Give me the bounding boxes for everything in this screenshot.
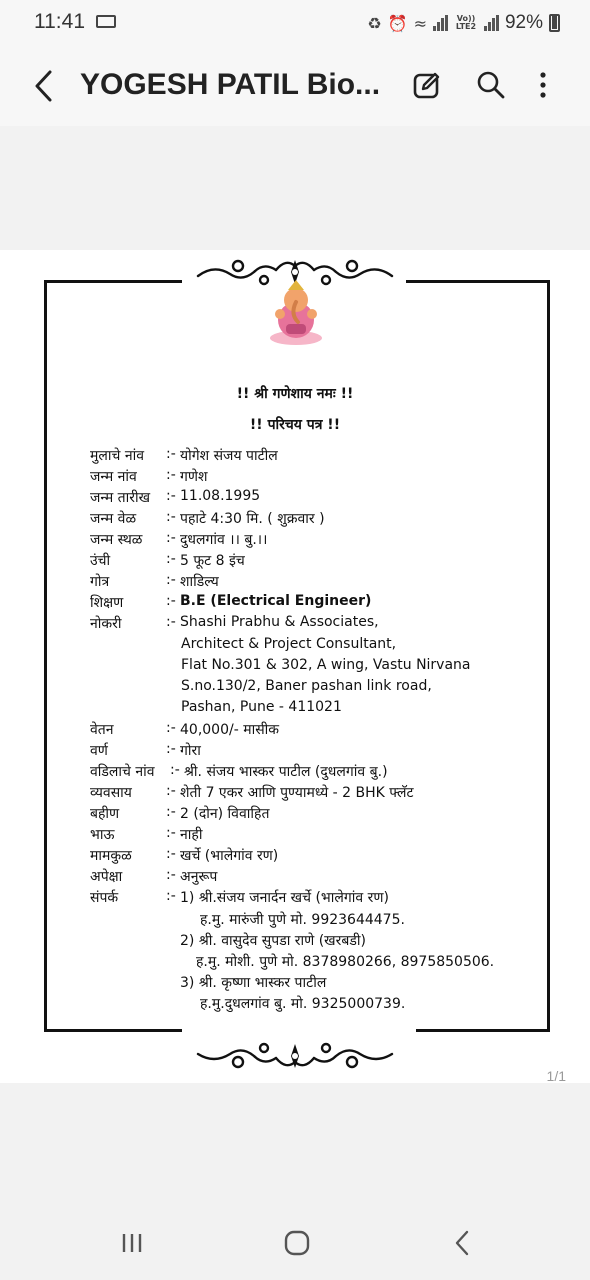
- label: वेतन: [90, 722, 114, 738]
- search-button[interactable]: [474, 68, 508, 102]
- separator: :-: [166, 867, 176, 883]
- value: नाही: [180, 827, 203, 843]
- invocation-heading: !! श्री गणेशाय नमः !!: [236, 386, 354, 402]
- notification-icon: ♻: [367, 13, 382, 33]
- separator: :-: [166, 846, 176, 862]
- label: व्यवसाय: [90, 785, 132, 801]
- signal-icon-2: [484, 15, 499, 31]
- label: जन्म स्थळ: [90, 532, 143, 548]
- label: नोकरी: [90, 616, 122, 632]
- recents-icon: [118, 1228, 148, 1258]
- status-bar: [0, 0, 590, 46]
- label: संपर्क: [90, 890, 119, 906]
- separator: :-: [166, 825, 176, 841]
- cast-icon: [96, 15, 116, 28]
- wifi-icon: ≈: [413, 13, 427, 33]
- label: वडिलाचे नांव: [90, 764, 155, 780]
- contact-line: ह.मु. मोशी. पुणे मो. 8378980266, 8975850506.: [196, 954, 495, 970]
- home-button[interactable]: [282, 1228, 312, 1258]
- separator: :-: [166, 572, 176, 588]
- separator: :-: [166, 614, 176, 630]
- biodata-heading: !! परिचय पत्र !!: [249, 417, 341, 433]
- navigation-bar: [0, 1200, 590, 1280]
- label: जन्म वेळ: [90, 511, 137, 527]
- border-top-left: [44, 280, 182, 283]
- value: गणेश: [180, 469, 208, 485]
- signal-icon: [433, 15, 448, 31]
- label: जन्म नांव: [90, 469, 137, 485]
- contact-line: ह.मु. मारुंजी पुणे मो. 9923644475.: [200, 912, 405, 928]
- status-icons: [367, 9, 560, 37]
- more-vert-icon: [526, 68, 560, 102]
- bottom-ornament-icon: [194, 1038, 396, 1074]
- nav-back-button[interactable]: [448, 1228, 478, 1258]
- border-bottom-left: [44, 1029, 182, 1032]
- recents-button[interactable]: [118, 1228, 148, 1258]
- label: अपेक्षा: [90, 869, 123, 885]
- contact-line: 3) श्री. कृष्णा भास्कर पाटील: [180, 975, 327, 991]
- border-bottom-right: [416, 1029, 550, 1032]
- separator: :-: [166, 551, 176, 567]
- label: शिक्षण: [90, 595, 124, 611]
- value: खर्चे (भालेगांव रण): [180, 848, 279, 864]
- battery-icon: [549, 14, 560, 32]
- value: 2 (दोन) विवाहित: [180, 806, 270, 822]
- contact-line: 2) श्री. वासुदेव सुपडा राणे (खरबडी): [180, 933, 366, 949]
- value: अनुरूप: [180, 869, 218, 885]
- document-title: YOGESH PATIL Bio...: [80, 68, 381, 101]
- separator: :-: [170, 762, 180, 778]
- separator: :-: [166, 783, 176, 799]
- border-top-right: [406, 280, 550, 283]
- value: दुधलगांव ।। बु.।।: [180, 532, 268, 548]
- separator: :-: [166, 467, 176, 483]
- label: बहीण: [90, 806, 120, 822]
- label: गोत्र: [90, 574, 110, 590]
- separator: :-: [166, 804, 176, 820]
- job-address-line: Flat No.301 & 302, A wing, Vastu Nirvana: [181, 657, 471, 673]
- value: 40,000/- मासीक: [180, 722, 280, 738]
- value: शेती 7 एकर आणि पुण्यामध्ये - 2 BHK फ्लॅट: [180, 785, 414, 801]
- value: 11.08.1995: [180, 488, 261, 504]
- nav-back-icon: [448, 1228, 478, 1258]
- value: B.E (Electrical Engineer): [180, 593, 372, 609]
- app-bar: [0, 46, 590, 126]
- separator: :-: [166, 509, 176, 525]
- job-address-line: S.no.130/2, Baner pashan link road,: [181, 678, 432, 694]
- separator: :-: [166, 741, 176, 757]
- value: Shashi Prabhu & Associates,: [180, 614, 379, 630]
- value: पहाटे 4:30 मि. ( शुक्रवार ): [180, 511, 325, 527]
- alarm-icon: ⏰: [387, 13, 408, 33]
- value: शाडिल्य: [180, 574, 219, 590]
- label: मुलाचे नांव: [90, 448, 145, 464]
- network-label: Vo)) LTE2: [455, 14, 477, 31]
- label: मामकुळ: [90, 848, 132, 864]
- label: भाऊ: [90, 827, 115, 843]
- home-icon: [282, 1228, 312, 1258]
- status-time: 11:41: [34, 10, 85, 33]
- job-address-line: Pashan, Pune - 411021: [181, 699, 342, 715]
- job-address-line: Architect & Project Consultant,: [181, 636, 397, 652]
- value: श्री. संजय भास्कर पाटील (दुधलगांव बु.): [184, 764, 388, 780]
- edit-icon: [410, 68, 444, 102]
- value: 5 फूट 8 इंच: [180, 553, 245, 569]
- more-options-button[interactable]: [526, 68, 560, 102]
- separator: :-: [166, 720, 176, 736]
- ganesha-image: [268, 280, 324, 346]
- separator: :-: [166, 488, 176, 504]
- search-icon: [474, 68, 508, 102]
- contact-line: ह.मु.दुधलगांव बु. मो. 9325000739.: [200, 996, 406, 1012]
- value: 1) श्री.संजय जनार्दन खर्चे (भालेगांव रण): [180, 890, 389, 906]
- separator: :-: [166, 888, 176, 904]
- label: वर्ण: [90, 743, 108, 759]
- page-counter: 1/1: [546, 1068, 566, 1084]
- battery-percent: 92%: [504, 12, 543, 33]
- label: जन्म तारीख: [90, 490, 151, 506]
- edit-button[interactable]: [410, 68, 444, 102]
- back-button[interactable]: [30, 66, 60, 106]
- value: योगेश संजय पाटील: [180, 448, 278, 464]
- separator: :-: [166, 530, 176, 546]
- separator: :-: [166, 446, 176, 462]
- back-arrow-icon: [30, 66, 60, 106]
- separator: :-: [166, 593, 176, 609]
- label: उंची: [90, 553, 111, 569]
- pdf-page[interactable]: [0, 250, 590, 1083]
- value: गोरा: [180, 743, 201, 759]
